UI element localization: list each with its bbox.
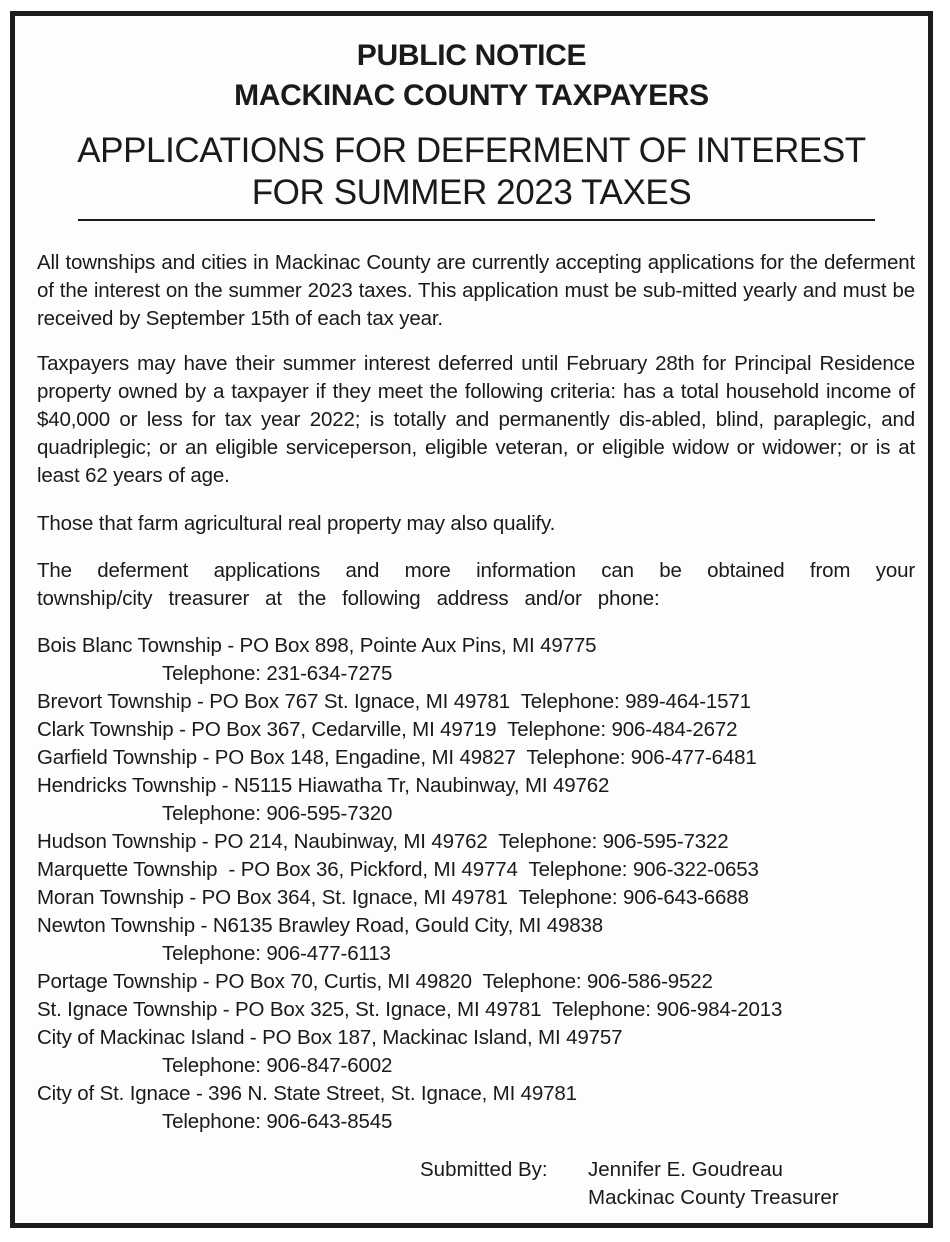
listing-entry: Bois Blanc Township - PO Box 898, Pointe Aux Pins, MI 49775: [37, 634, 597, 657]
listing-entry: City of St. Ignace - 396 N. State Street, St. Ignace, MI 49781: [37, 1082, 577, 1105]
listing-entry: St. Ignace Township - PO Box 325, St. Ignace, MI 49781 Telephone: 906-984-2013: [37, 998, 783, 1021]
listing-entry: Marquette Township - PO Box 36, Pickford, MI 49774 Telephone: 906-322-0653: [37, 858, 759, 881]
listing-entry: Portage Township - PO Box 70, Curtis, MI 49820 Telephone: 906-586-9522: [37, 970, 713, 993]
listing-entry: Brevort Township - PO Box 767 St. Ignace, MI 49781 Telephone: 989-464-1571: [37, 690, 751, 713]
paragraph-contact-intro: The deferment applications and more information can be obtained from your township/city treasurer at the following address and/or phone:: [37, 559, 915, 610]
listing-entry: Clark Township - PO Box 367, Cedarville, MI 49719 Telephone: 906-484-2672: [37, 718, 738, 741]
listing-entry: Hendricks Township - N5115 Hiawatha Tr, Naubinway, MI 49762: [37, 774, 610, 797]
notice-subheading: MACKINAC COUNTY TAXPAYERS: [234, 79, 709, 112]
listing-telephone: Telephone: 906-847-6002: [162, 1054, 393, 1077]
paragraph-criteria: Taxpayers may have their summer interest deferred until February 28th for Principal Residence property owned by a taxpayer if they meet the following criteria: has a total household income of $40,000 or less for tax year 2022; is totally and permanently dis-abled, blind, paraplegic, and quadriplegic; or an eligible serviceperson, eligible veteran, or eligible widow or widower; or is at least 62 years of age.: [37, 352, 915, 487]
notice-title-line1: APPLICATIONS FOR DEFERMENT OF INTEREST: [77, 131, 866, 170]
paragraph-intro: All townships and cities in Mackinac County are currently accepting applications for the deferment of the interest on the summer 2023 taxes. This application must be sub-mitted yearly and must be received by September 15th of each tax year.: [37, 251, 915, 330]
listing-entry: Newton Township - N6135 Brawley Road, Gould City, MI 49838: [37, 914, 603, 937]
submitter-title: Mackinac County Treasurer: [588, 1186, 839, 1209]
listing-telephone: Telephone: 906-477-6113: [162, 942, 391, 965]
listing-telephone: Telephone: 906-643-8545: [162, 1110, 393, 1133]
listing-entry: City of Mackinac Island - PO Box 187, Mackinac Island, MI 49757: [37, 1026, 623, 1049]
notice-heading: PUBLIC NOTICE: [356, 39, 587, 72]
listing-entry: Hudson Township - PO 214, Naubinway, MI 49762 Telephone: 906-595-7322: [37, 830, 729, 853]
notice-frame: [10, 11, 933, 1228]
listing-telephone: Telephone: 231-634-7275: [162, 662, 393, 685]
submitter-name: Jennifer E. Goudreau: [588, 1158, 783, 1181]
notice-title-line2: FOR SUMMER 2023 TAXES: [251, 173, 692, 212]
paragraph-agricultural: Those that farm agricultural real property may also qualify.: [37, 512, 556, 535]
listing-entry: Garfield Township - PO Box 148, Engadine, MI 49827 Telephone: 906-477-6481: [37, 746, 757, 769]
listing-entry: Moran Township - PO Box 364, St. Ignace, MI 49781 Telephone: 906-643-6688: [37, 886, 749, 909]
listing-telephone: Telephone: 906-595-7320: [162, 802, 393, 825]
submitted-by-label: Submitted By:: [420, 1158, 548, 1181]
title-divider: [78, 219, 875, 221]
